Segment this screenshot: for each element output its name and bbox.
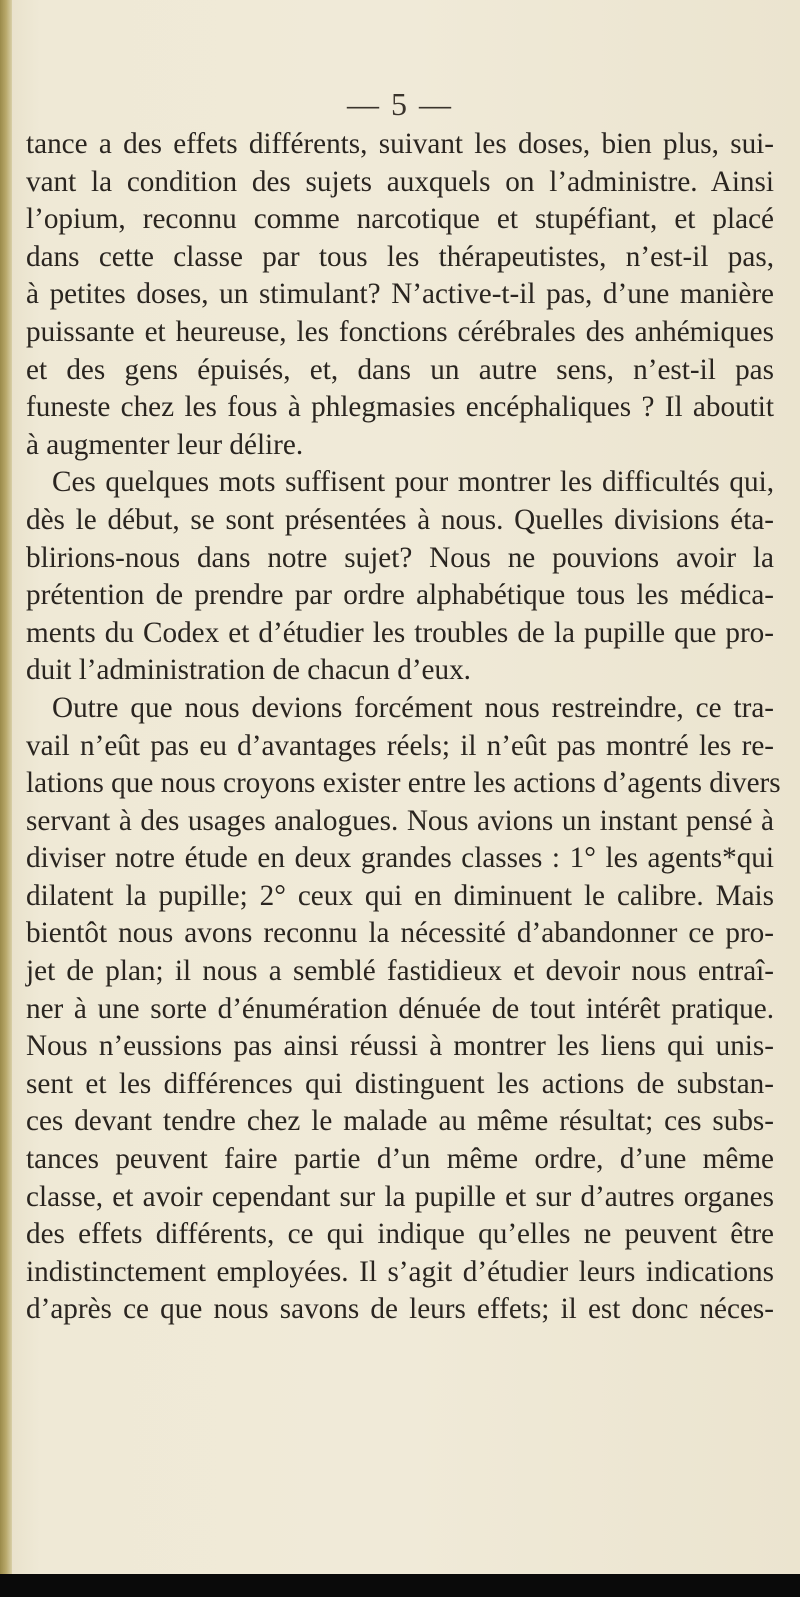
scan-bottom-edge: [0, 1574, 800, 1597]
text-line: à augmenter leur délire.: [26, 428, 304, 461]
binding-edge: [0, 0, 12, 1597]
text-line: et des gens épuisés, et, dans un autre sens, n’est-il pas: [26, 353, 774, 386]
text-line: diviser notre étude en deux grandes classes : 1° les agents*qui: [26, 842, 774, 875]
text-line: classe, et avoir cependant sur la pupille et sur d’autres organes: [26, 1180, 774, 1213]
text-line: duit l’administration de chacun d’eux.: [26, 654, 471, 687]
text-line: prétention de prendre par ordre alphabétique tous les médica-: [26, 579, 774, 612]
text-line: puissante et heureuse, les fonctions cérébrales des anhémiques: [26, 315, 774, 348]
text-line: dès le début, se sont présentées à nous. Quelles divisions éta-: [26, 503, 774, 536]
text-line: funeste chez les fous à phlegmasies encéphaliques ? Il aboutit: [26, 391, 774, 424]
paragraph-start-line: Ces quelques mots suffisent pour montrer les difficultés qui,: [52, 466, 774, 499]
text-line: Nous n’eussions pas ainsi réussi à montrer les liens qui unis-: [26, 1030, 774, 1063]
text-line: blirions-nous dans notre sujet? Nous ne pouvions avoir la: [26, 541, 774, 574]
text-line: à petites doses, un stimulant? N’active-t-il pas, d’une manière: [26, 278, 774, 311]
text-line: vail n’eût pas eu d’avantages réels; il n’eût pas montré les re-: [26, 729, 774, 762]
text-line: indistinctement employées. Il s’agit d’étudier leurs indications: [26, 1255, 774, 1288]
text-line: des effets différents, ce qui indique qu’elles ne peuvent être: [26, 1218, 774, 1251]
text-line: ces devant tendre chez le malade au même résultat; ces subs-: [26, 1105, 774, 1138]
body-text: [26, 126, 781, 1329]
text-line: l’opium, reconnu comme narcotique et stupéfiant, et placé: [26, 203, 774, 236]
text-line: d’après ce que nous savons de leurs effets; il est donc néces-: [26, 1293, 774, 1326]
text-line: tances peuvent faire partie d’un même ordre, d’une même: [26, 1143, 774, 1176]
text-line: sent et les différences qui distinguent les actions de substan-: [26, 1067, 774, 1100]
text-line: tance a des effets différents, suivant les doses, bien plus, sui-: [26, 128, 774, 160]
text-line: bientôt nous avons reconnu la nécessité d’abandonner ce pro-: [26, 917, 774, 950]
text-line: ments du Codex et d’étudier les troubles de la pupille que pro-: [26, 616, 774, 649]
text-line: ner à une sorte d’énumération dénuée de tout intérêt pratique.: [26, 992, 774, 1025]
text-line: dilatent la pupille; 2° ceux qui en diminuent le calibre. Mais: [26, 879, 774, 912]
text-line: jet de plan; il nous a semblé fastidieux et devoir nous entraî-: [26, 955, 774, 988]
text-line: vant la condition des sujets auxquels on l’administre. Ainsi: [26, 165, 774, 198]
text-line: lations que nous croyons exister entre les actions d’agents divers: [26, 767, 781, 800]
page-number: — 5 —: [347, 86, 453, 122]
text-line: servant à des usages analogues. Nous avions un instant pensé à: [26, 804, 774, 837]
text-line: dans cette classe par tous les thérapeutistes, n’est-il pas,: [26, 240, 774, 273]
paragraph-start-line: Outre que nous devions forcément nous restreindre, ce tra-: [52, 691, 774, 724]
